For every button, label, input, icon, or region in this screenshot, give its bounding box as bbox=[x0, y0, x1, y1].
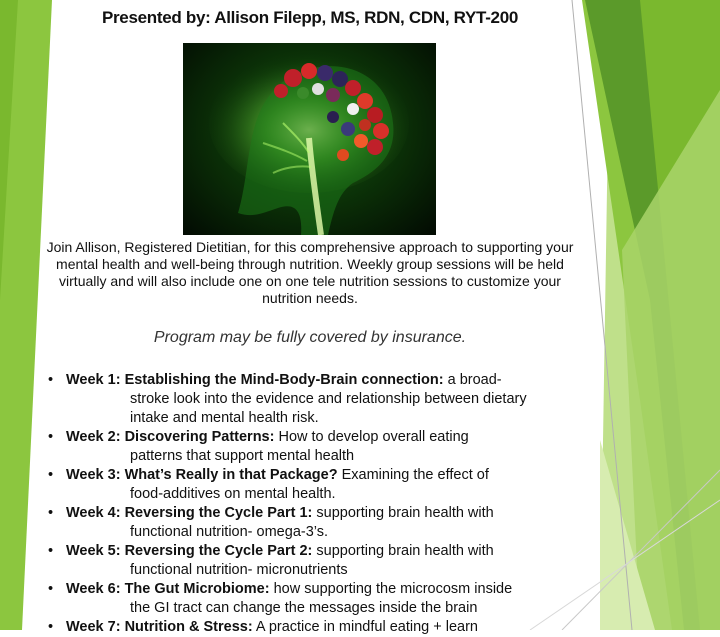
week-description-line1: A practice in mindful eating + learn bbox=[252, 619, 478, 635]
bullet-icon: • bbox=[48, 372, 54, 388]
week-description-line1: supporting brain health with bbox=[312, 543, 494, 559]
week-description-line2: patterns that support mental health bbox=[130, 448, 355, 464]
week-title: Week 1: Establishing the Mind-Body-Brain connection bbox=[66, 372, 439, 388]
list-item-week-5 bbox=[48, 542, 568, 580]
bullet-icon: • bbox=[48, 467, 54, 483]
brain-food-photo bbox=[183, 43, 436, 235]
bullet-icon: • bbox=[48, 543, 54, 559]
list-item-week-3 bbox=[48, 466, 568, 504]
week-description-line2: the GI tract can change the messages inside the brain bbox=[130, 600, 478, 616]
bullet-icon: • bbox=[48, 581, 54, 597]
week-description-line2: stroke look into the evidence and relationship between dietary intake and mental health risk. bbox=[130, 391, 527, 426]
insurance-note: Program may be fully covered by insurance. bbox=[153, 329, 467, 346]
week-title: Week 2: Discovering Patterns bbox=[66, 429, 270, 445]
week-description-line1: a broad- bbox=[443, 372, 502, 388]
week-title: Week 7: Nutrition & Stress bbox=[66, 619, 248, 635]
week-title: Week 5: Reversing the Cycle Part 2 bbox=[66, 543, 308, 559]
list-item-week-2 bbox=[48, 428, 568, 466]
week-description-line2: functional nutrition- omega-3’s. bbox=[130, 524, 329, 540]
list-item-week-1 bbox=[48, 371, 568, 428]
list-item-week-7 bbox=[48, 618, 568, 637]
week-description-line1: supporting brain health with bbox=[312, 505, 494, 521]
week-description-line1: Examining the effect of bbox=[337, 467, 489, 483]
list-item-week-6 bbox=[48, 580, 568, 618]
intro-paragraph: Join Allison, Registered Dietitian, for this comprehensive approach to supporting your mental health and well-being through nutrition. Weekly group sessions will be held virtually and will also include one on one tele nutrition sessions to customize your nutrition needs. bbox=[46, 239, 574, 306]
bullet-icon: • bbox=[48, 429, 54, 445]
week-description-line1: how supporting the microcosm inside bbox=[269, 581, 513, 597]
week-title-separator: : bbox=[269, 429, 275, 445]
week-description-line2: food-additives on mental health. bbox=[130, 486, 336, 502]
presenter-heading: Presented by: Allison Filepp, MS, RDN, CDN, RYT-200 bbox=[101, 8, 519, 27]
weekly-schedule-list bbox=[48, 371, 568, 637]
week-title-separator: : bbox=[307, 543, 313, 559]
week-title: Week 6: The Gut Microbiome bbox=[66, 581, 265, 597]
week-title-separator: : bbox=[438, 372, 444, 388]
week-description-line2: functional nutrition- micronutrients bbox=[130, 562, 348, 578]
bullet-icon: • bbox=[48, 619, 54, 635]
week-title-separator: : bbox=[264, 581, 270, 597]
week-title: Week 3: What’s Really in that Package? bbox=[66, 467, 338, 483]
week-title-separator: : bbox=[247, 619, 253, 635]
week-title: Week 4: Reversing the Cycle Part 1 bbox=[66, 505, 308, 521]
week-title-separator: : bbox=[307, 505, 313, 521]
week-description-line1: How to develop overall eating bbox=[274, 429, 469, 445]
list-item-week-4 bbox=[48, 504, 568, 542]
bullet-icon: • bbox=[48, 505, 54, 521]
